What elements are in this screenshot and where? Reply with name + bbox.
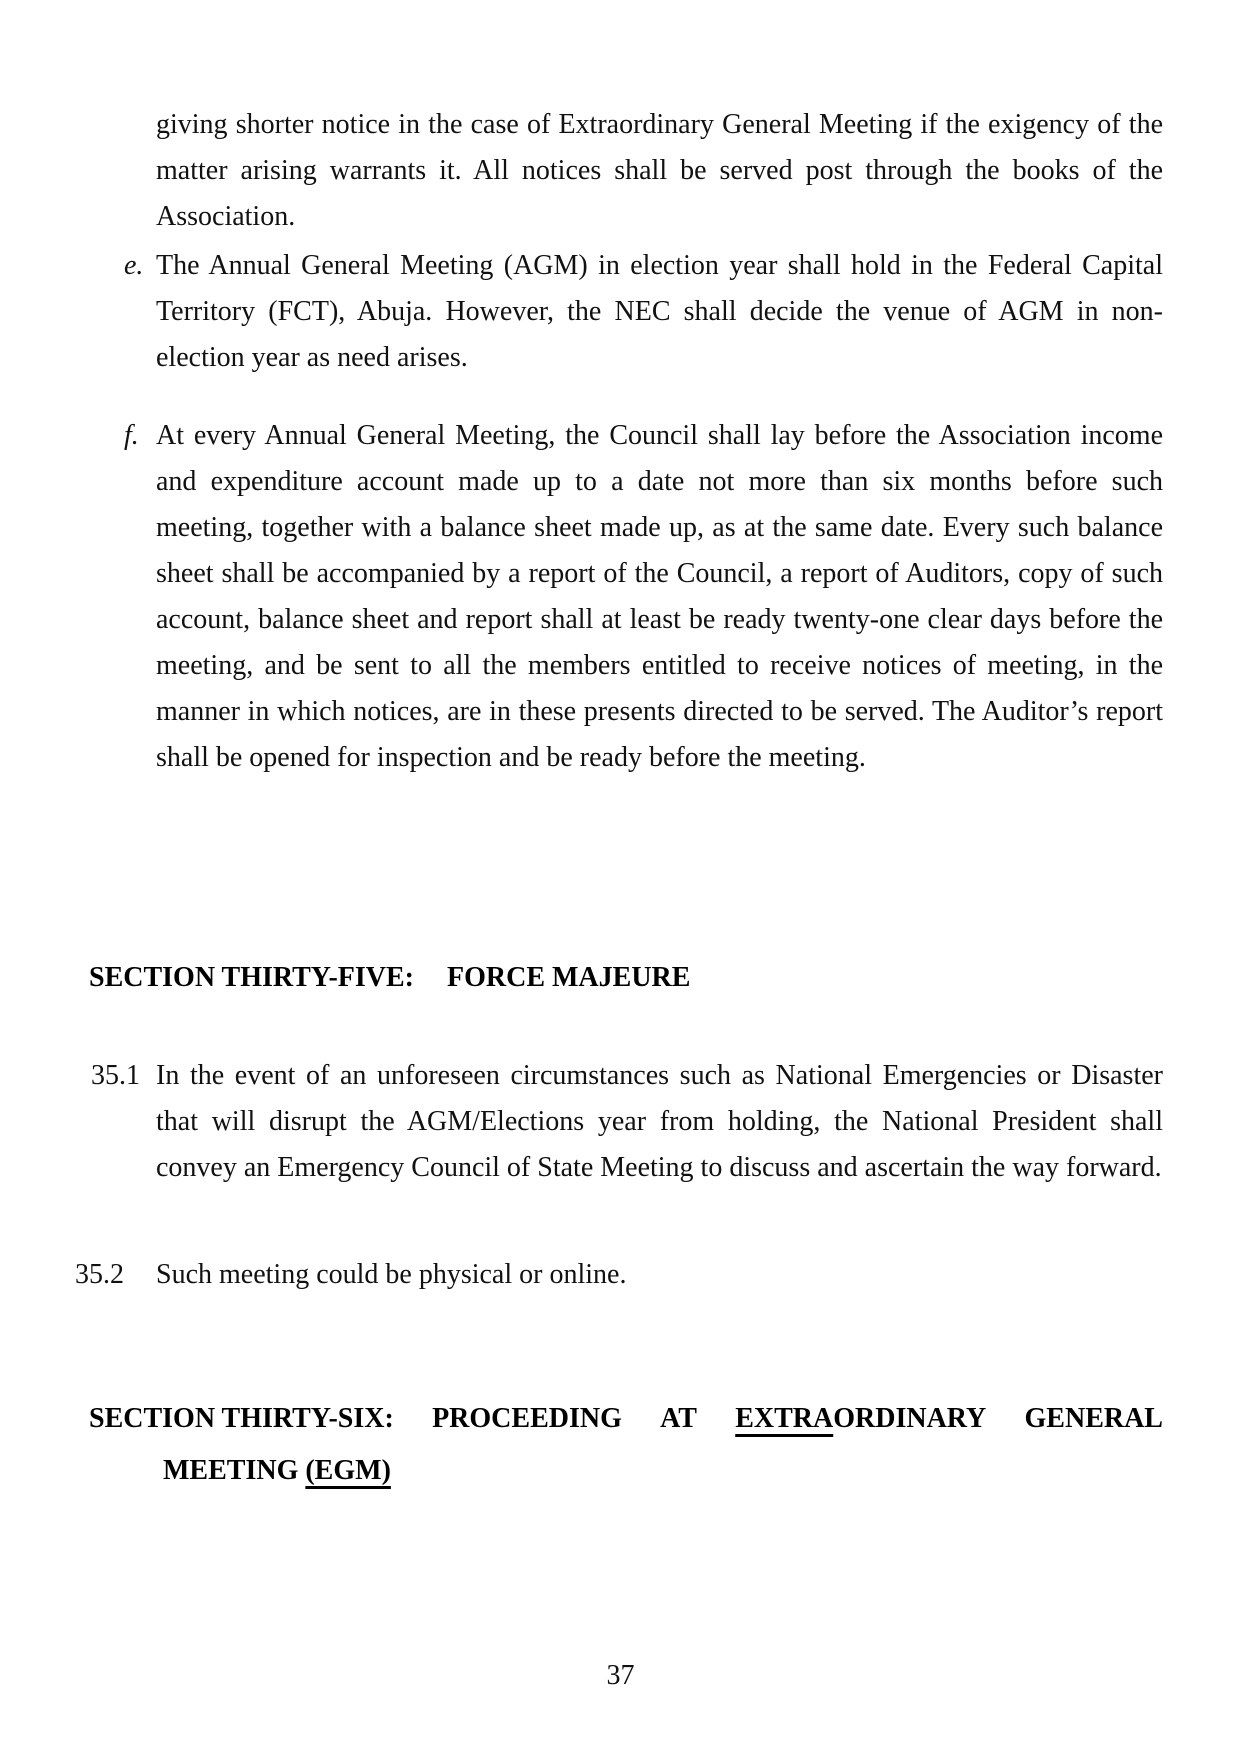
clause-35-2 — [75, 1252, 1163, 1298]
list-item-f-text: At every Annual General Meeting, the Council shall lay before the Association income and expenditure account made up to a date not more than six months before such meeting, together with a balance sheet made up, as at the same date. Every such balance sheet shall be accompanied by a report of the Council, a report of Auditors, copy of such account, balance sheet and report shall at least be ready twenty-one clear days before the meeting, and be sent to all the members entitled to receive notices of meeting, in the manner in which notices, are in these presents directed to be served. The Auditor’s report shall be opened for inspection and be ready before the meeting. — [156, 420, 1163, 773]
section-36-heading-label: SECTION THIRTY-SIX: — [89, 1403, 394, 1434]
section-36-heading — [89, 1393, 1163, 1497]
document-content — [75, 102, 1163, 1497]
section-36-word-extraordinary — [735, 1393, 986, 1445]
section-36-word-ordinary: ORDINARY — [833, 1403, 987, 1434]
clause-35-1-text: In the event of an unforeseen circumstances such as National Emergencies or Disaster that will disrupt the AGM/Elections year from holding, the National President shall convey an Emergency Council of State Meeting to discuss and ascertain the way forward. — [156, 1060, 1163, 1183]
section-36-word-meeting: MEETING — [163, 1455, 299, 1486]
section-36-word-egm-underlined: (EGM) — [305, 1455, 391, 1486]
section-35-heading-title: FORCE MAJEURE — [447, 962, 691, 993]
list-marker-e: e. — [124, 250, 144, 281]
paragraph-d-continuation: giving shorter notice in the case of Extraordinary General Meeting if the exigency of the matter arising warrants it. All notices shall be served post through the books of the Association. — [156, 109, 1163, 232]
list-item-e — [124, 243, 1163, 381]
section-36-word-proceeding: PROCEEDING — [432, 1403, 622, 1434]
section-36-word-general: GENERAL — [1024, 1403, 1163, 1434]
clause-35-1-number: 35.1 — [91, 1060, 140, 1091]
section-36-word-at: AT — [660, 1403, 697, 1434]
section-36-heading-line1 — [89, 1393, 1163, 1445]
list-item-e-text: The Annual General Meeting (AGM) in election year shall hold in the Federal Capital Territory (FCT), Abuja. However, the NEC shall decide the venue of AGM in non-election year as need arises. — [156, 250, 1163, 373]
page-number: 37 — [606, 1660, 635, 1691]
list-item-f — [124, 413, 1163, 781]
clause-35-1 — [91, 1053, 1163, 1191]
list-marker-f: f. — [124, 420, 139, 451]
section-35-heading — [89, 958, 1163, 998]
section-36-heading-line2 — [163, 1445, 1163, 1497]
section-35-heading-label: SECTION THIRTY-FIVE: — [89, 962, 414, 993]
section-36-word-extra-underlined: EXTRA — [735, 1403, 834, 1434]
clause-35-2-number: 35.2 — [75, 1259, 124, 1290]
clause-35-2-text: Such meeting could be physical or online. — [156, 1259, 627, 1290]
